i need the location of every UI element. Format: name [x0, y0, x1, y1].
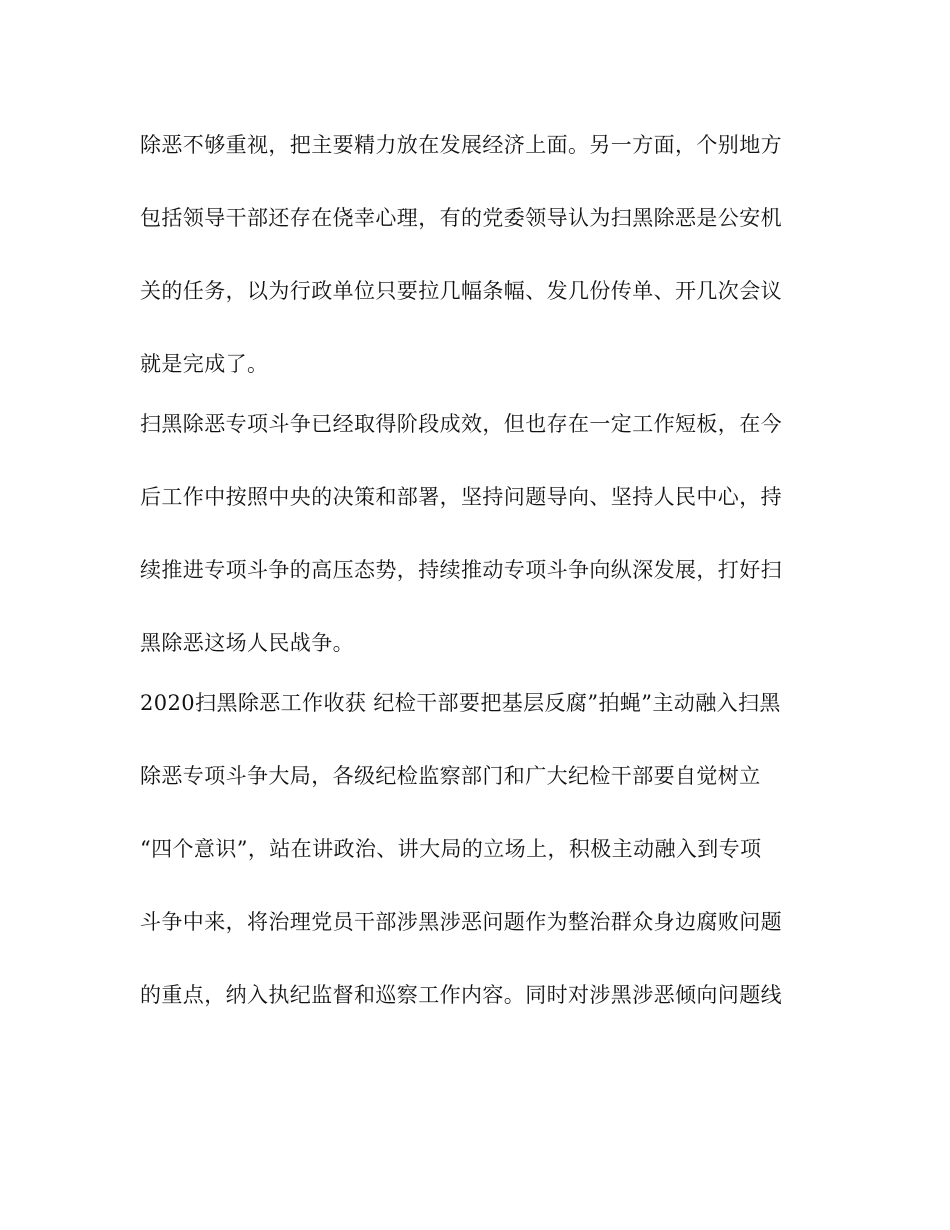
text-line: 关的任务，以为行政单位只要拉几幅条幅、发几份传单、开几次会议 — [140, 279, 782, 303]
text-line: 除恶专项斗争大局，各级纪检监察部门和广大纪检干部要自觉树立 — [140, 764, 761, 788]
text-line: 续推进专项斗争的高压态势，持续推动专项斗争向纵深发展，打好扫 — [140, 558, 782, 582]
text-line: “四个意识”，站在讲政治、讲大局的立场上，积极主动融入到专项 — [140, 837, 762, 861]
text-line: 就是完成了。 — [140, 352, 269, 376]
text-line: 的重点，纳入执纪监督和巡察工作内容。同时对涉黑涉恶倾向问题线 — [140, 983, 782, 1007]
text-line: 后工作中按照中央的决策和部署，坚持问题导向、坚持人民中心，持 — [140, 485, 782, 509]
text-line: 包括领导干部还存在侥幸心理，有的党委领导认为扫黑除恶是公安机 — [140, 206, 782, 230]
text-line: 扫黑除恶专项斗争已经取得阶段成效，但也存在一定工作短板，在今 — [140, 412, 782, 436]
text-line: 2020扫黑除恶工作收获 纪检干部要把基层反腐”拍蝇”主动融入扫黑 — [140, 691, 781, 715]
text-line: 黑除恶这场人民战争。 — [140, 631, 354, 655]
text-line: 斗争中来，将治理党员干部涉黑涉恶问题作为整治群众身边腐败问题 — [140, 910, 782, 934]
text-line: 除恶不够重视，把主要精力放在发展经济上面。另一方面，个别地方 — [140, 133, 782, 157]
